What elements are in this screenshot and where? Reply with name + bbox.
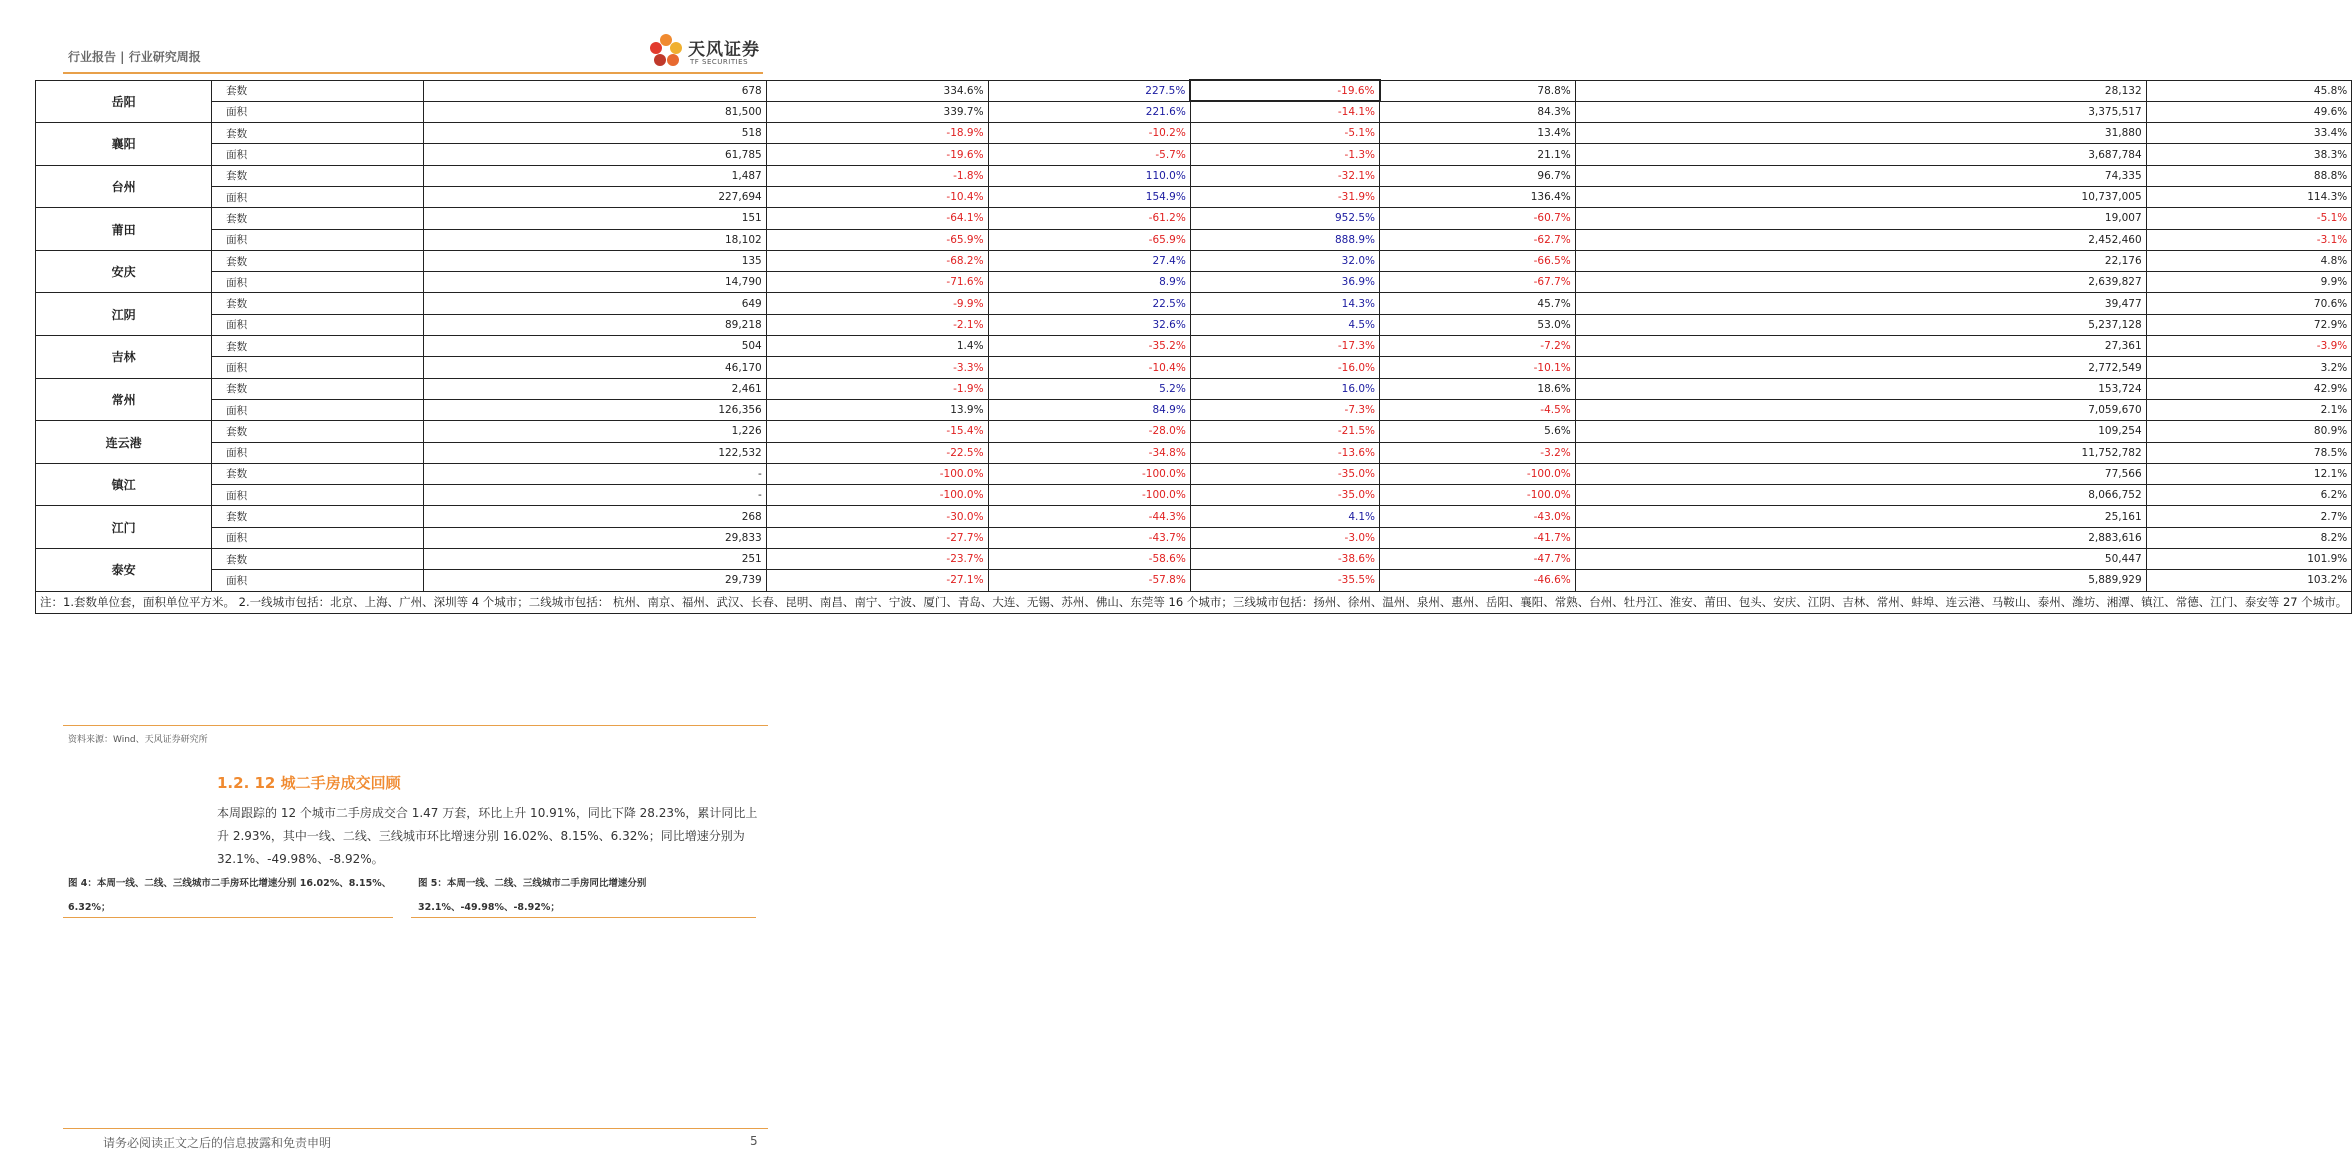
metric-kind-cell: 面积 (212, 144, 424, 165)
value-cell: 14,790 (424, 272, 767, 293)
footer-divider (63, 1128, 768, 1129)
value-cell: -18.9% (766, 123, 988, 144)
value-cell: 2.1% (2146, 399, 2352, 420)
value-cell: -19.6% (766, 144, 988, 165)
value-cell: -34.8% (988, 442, 1190, 463)
city-name-cell: 江门 (36, 506, 212, 549)
value-cell: -100.0% (1380, 463, 1576, 484)
value-cell: 61,785 (424, 144, 767, 165)
value-cell: 154.9% (988, 186, 1190, 207)
value-cell: -21.5% (1190, 421, 1379, 442)
value-cell: 3.2% (2146, 357, 2352, 378)
value-cell: -61.2% (988, 208, 1190, 229)
value-cell: 39,477 (1575, 293, 2146, 314)
value-cell: -35.0% (1190, 463, 1379, 484)
value-cell: -44.3% (988, 506, 1190, 527)
value-cell: 101.9% (2146, 549, 2352, 570)
value-cell: 4.1% (1190, 506, 1379, 527)
value-cell: -10.4% (766, 186, 988, 207)
value-cell: 77,566 (1575, 463, 2146, 484)
section-body: 本周跟踪的 12 个城市二手房成交合 1.47 万套，环比上升 10.91%，同比下降 28.23%，累计同比上升 2.93%，其中一线、二线、三线城市环比增速分别 16.02%、8.15%、6.32%；同比增速分别为 32.1%、-49.98%、-8.92%。 (217, 806, 758, 866)
value-cell: 151 (424, 208, 767, 229)
value-cell: -47.7% (1380, 549, 1576, 570)
value-cell: 84.9% (988, 399, 1190, 420)
value-cell: 339.7% (766, 101, 988, 122)
value-cell: -3.1% (2146, 229, 2352, 250)
value-cell: 9.9% (2146, 272, 2352, 293)
metric-kind-cell: 套数 (212, 378, 424, 399)
section-title: 1.2. 12 城二手房成交回顾 (217, 774, 401, 792)
value-cell: 53.0% (1380, 314, 1576, 335)
value-cell: -10.2% (988, 123, 1190, 144)
value-cell: -10.1% (1380, 357, 1576, 378)
figure-4-divider (63, 917, 393, 918)
value-cell: 80.9% (2146, 421, 2352, 442)
figure-5-caption: 图 5：本周一线、二线、三线城市二手房同比增速分别 32.1%、-49.98%、-8.92%； (418, 878, 647, 913)
value-cell: 103.2% (2146, 570, 2352, 591)
value-cell: 227.5% (988, 80, 1190, 101)
value-cell: 11,752,782 (1575, 442, 2146, 463)
value-cell: 45.8% (2146, 80, 2352, 101)
table-row (36, 506, 2352, 527)
value-cell: 96.7% (1380, 165, 1576, 186)
value-cell: 89,218 (424, 314, 767, 335)
table-row (36, 186, 2352, 207)
city-name-cell: 台州 (36, 165, 212, 208)
table-row (36, 101, 2352, 122)
table-row (36, 314, 2352, 335)
value-cell: 678 (424, 80, 767, 101)
value-cell: 14.3% (1190, 293, 1379, 314)
value-cell: 334.6% (766, 80, 988, 101)
value-cell: -7.3% (1190, 399, 1379, 420)
city-name-cell: 镇江 (36, 463, 212, 506)
value-cell: 2,639,827 (1575, 272, 2146, 293)
metric-kind-cell: 套数 (212, 80, 424, 101)
table-row (36, 570, 2352, 591)
metric-kind-cell: 面积 (212, 442, 424, 463)
metric-kind-cell: 套数 (212, 463, 424, 484)
value-cell: -30.0% (766, 506, 988, 527)
metric-kind-cell: 套数 (212, 421, 424, 442)
value-cell: 10,737,005 (1575, 186, 2146, 207)
city-name-cell: 江阴 (36, 293, 212, 336)
value-cell: 221.6% (988, 101, 1190, 122)
value-cell: 227,694 (424, 186, 767, 207)
value-cell: 49.6% (2146, 101, 2352, 122)
value-cell: 1,226 (424, 421, 767, 442)
table-row (36, 229, 2352, 250)
value-cell: -27.7% (766, 527, 988, 548)
metric-kind-cell: 面积 (212, 357, 424, 378)
value-cell: -16.0% (1190, 357, 1379, 378)
value-cell: -1.8% (766, 165, 988, 186)
value-cell: -71.6% (766, 272, 988, 293)
value-cell: 2.7% (2146, 506, 2352, 527)
value-cell: -4.5% (1380, 399, 1576, 420)
value-cell: 126,356 (424, 399, 767, 420)
city-name-cell: 岳阳 (36, 80, 212, 123)
metric-kind-cell: 套数 (212, 336, 424, 357)
value-cell: 45.7% (1380, 293, 1576, 314)
value-cell: 518 (424, 123, 767, 144)
table-source: 资料来源：Wind、天风证券研究所 (68, 735, 208, 745)
value-cell: 29,833 (424, 527, 767, 548)
value-cell: 649 (424, 293, 767, 314)
header-divider (63, 72, 763, 74)
brand-name: 天风证券 (688, 40, 760, 60)
value-cell: -27.1% (766, 570, 988, 591)
value-cell: 32.0% (1190, 250, 1379, 271)
table-row (36, 165, 2352, 186)
value-cell: -3.2% (1380, 442, 1576, 463)
value-cell: 18.6% (1380, 378, 1576, 399)
value-cell: 50,447 (1575, 549, 2146, 570)
value-cell: 136.4% (1380, 186, 1576, 207)
value-cell: 72.9% (2146, 314, 2352, 335)
brand-logo (648, 30, 778, 74)
value-cell: 22,176 (1575, 250, 2146, 271)
value-cell: - (424, 485, 767, 506)
value-cell: -68.2% (766, 250, 988, 271)
footer-disclaimer: 请务必阅读正文之后的信息披露和免责申明 (103, 1136, 332, 1150)
table-row (36, 463, 2352, 484)
value-cell: -17.3% (1190, 336, 1379, 357)
value-cell: 81,500 (424, 101, 767, 122)
metric-kind-cell: 套数 (212, 250, 424, 271)
value-cell: 4.8% (2146, 250, 2352, 271)
value-cell: 5.6% (1380, 421, 1576, 442)
value-cell: 109,254 (1575, 421, 2146, 442)
value-cell: 88.8% (2146, 165, 2352, 186)
value-cell: 2,772,549 (1575, 357, 2146, 378)
value-cell: 8.9% (988, 272, 1190, 293)
value-cell: -65.9% (766, 229, 988, 250)
value-cell: -3.9% (2146, 336, 2352, 357)
value-cell: -41.7% (1380, 527, 1576, 548)
value-cell: 3,375,517 (1575, 101, 2146, 122)
value-cell: -3.0% (1190, 527, 1379, 548)
value-cell: -64.1% (766, 208, 988, 229)
value-cell: -13.6% (1190, 442, 1379, 463)
value-cell: -3.3% (766, 357, 988, 378)
value-cell: 135 (424, 250, 767, 271)
brand-subtitle: TF SECURITIES (690, 58, 749, 66)
value-cell: 27,361 (1575, 336, 2146, 357)
value-cell: 74,335 (1575, 165, 2146, 186)
value-cell: 4.5% (1190, 314, 1379, 335)
value-cell: -100.0% (766, 485, 988, 506)
page-number: 5 (750, 1134, 758, 1148)
value-cell: -32.1% (1190, 165, 1379, 186)
value-cell: 952.5% (1190, 208, 1379, 229)
value-cell: -9.9% (766, 293, 988, 314)
city-name-cell: 安庆 (36, 250, 212, 293)
value-cell: 251 (424, 549, 767, 570)
value-cell: -67.7% (1380, 272, 1576, 293)
city-name-cell: 泰安 (36, 549, 212, 592)
value-cell: -43.0% (1380, 506, 1576, 527)
value-cell: 22.5% (988, 293, 1190, 314)
value-cell: 25,161 (1575, 506, 2146, 527)
table-row (36, 250, 2352, 271)
value-cell: 78.5% (2146, 442, 2352, 463)
metric-kind-cell: 面积 (212, 399, 424, 420)
metric-kind-cell: 面积 (212, 485, 424, 506)
metric-kind-cell: 面积 (212, 570, 424, 591)
value-cell: 5,237,128 (1575, 314, 2146, 335)
value-cell: 42.9% (2146, 378, 2352, 399)
value-cell: 36.9% (1190, 272, 1379, 293)
value-cell: 8.2% (2146, 527, 2352, 548)
table-row (36, 336, 2352, 357)
table-row (36, 357, 2352, 378)
value-cell: 8,066,752 (1575, 485, 2146, 506)
metric-kind-cell: 面积 (212, 272, 424, 293)
value-cell: 13.4% (1380, 123, 1576, 144)
value-cell: 21.1% (1380, 144, 1576, 165)
value-cell: 888.9% (1190, 229, 1379, 250)
value-cell: 38.3% (2146, 144, 2352, 165)
table-row (36, 485, 2352, 506)
value-cell: -43.7% (988, 527, 1190, 548)
value-cell: -1.9% (766, 378, 988, 399)
value-cell: 33.4% (2146, 123, 2352, 144)
value-cell: 3,687,784 (1575, 144, 2146, 165)
metric-kind-cell: 套数 (212, 293, 424, 314)
value-cell: -46.6% (1380, 570, 1576, 591)
report-header-title: 行业报告 | 行业研究周报 (68, 50, 201, 64)
table-row (36, 442, 2352, 463)
value-cell: 7,059,670 (1575, 399, 2146, 420)
value-cell: -22.5% (766, 442, 988, 463)
value-cell: 504 (424, 336, 767, 357)
value-cell: -35.0% (1190, 485, 1379, 506)
metric-kind-cell: 套数 (212, 506, 424, 527)
metric-kind-cell: 面积 (212, 527, 424, 548)
value-cell: 122,532 (424, 442, 767, 463)
table-row (36, 272, 2352, 293)
metric-kind-cell: 面积 (212, 314, 424, 335)
metric-kind-cell: 套数 (212, 165, 424, 186)
value-cell: 19,007 (1575, 208, 2146, 229)
value-cell: -10.4% (988, 357, 1190, 378)
value-cell: 1.4% (766, 336, 988, 357)
value-cell: 70.6% (2146, 293, 2352, 314)
value-cell: 6.2% (2146, 485, 2352, 506)
city-name-cell: 连云港 (36, 421, 212, 464)
table-note-row (36, 591, 2352, 613)
metric-kind-cell: 套数 (212, 123, 424, 144)
value-cell: -100.0% (988, 485, 1190, 506)
value-cell: -58.6% (988, 549, 1190, 570)
city-name-cell: 襄阳 (36, 123, 212, 166)
value-cell: 16.0% (1190, 378, 1379, 399)
table-row (36, 293, 2352, 314)
value-cell: -7.2% (1380, 336, 1576, 357)
table-row (36, 549, 2352, 570)
value-cell: 12.1% (2146, 463, 2352, 484)
value-cell: -66.5% (1380, 250, 1576, 271)
value-cell: -2.1% (766, 314, 988, 335)
value-cell: -35.2% (988, 336, 1190, 357)
figure-4-caption: 图 4：本周一线、二线、三线城市二手房环比增速分别 16.02%、8.15%、6.32%； (68, 878, 392, 913)
value-cell: 2,461 (424, 378, 767, 399)
value-cell: -100.0% (766, 463, 988, 484)
value-cell: 2,883,616 (1575, 527, 2146, 548)
value-cell: -19.6% (1190, 80, 1379, 101)
value-cell: 153,724 (1575, 378, 2146, 399)
value-cell: -65.9% (988, 229, 1190, 250)
city-name-cell: 莆田 (36, 208, 212, 251)
source-divider (63, 725, 768, 726)
value-cell: 13.9% (766, 399, 988, 420)
table-row (36, 421, 2352, 442)
value-cell: -15.4% (766, 421, 988, 442)
value-cell: -28.0% (988, 421, 1190, 442)
table-row (36, 378, 2352, 399)
city-name-cell: 吉林 (36, 336, 212, 379)
value-cell: -5.1% (1190, 123, 1379, 144)
value-cell: 18,102 (424, 229, 767, 250)
value-cell: 268 (424, 506, 767, 527)
value-cell: -100.0% (988, 463, 1190, 484)
value-cell: 78.8% (1380, 80, 1576, 101)
metric-kind-cell: 面积 (212, 101, 424, 122)
figure-5-divider (411, 917, 756, 918)
value-cell: -100.0% (1380, 485, 1576, 506)
value-cell: -38.6% (1190, 549, 1379, 570)
value-cell: 5.2% (988, 378, 1190, 399)
metric-kind-cell: 面积 (212, 186, 424, 207)
city-name-cell: 常州 (36, 378, 212, 421)
table-row (36, 527, 2352, 548)
table-row (36, 208, 2352, 229)
value-cell: 84.3% (1380, 101, 1576, 122)
value-cell: 31,880 (1575, 123, 2146, 144)
value-cell: -1.3% (1190, 144, 1379, 165)
value-cell: -5.1% (2146, 208, 2352, 229)
value-cell: 32.6% (988, 314, 1190, 335)
metric-kind-cell: 套数 (212, 208, 424, 229)
value-cell: 2,452,460 (1575, 229, 2146, 250)
value-cell: 28,132 (1575, 80, 2146, 101)
table-row (36, 144, 2352, 165)
value-cell: 1,487 (424, 165, 767, 186)
value-cell: -23.7% (766, 549, 988, 570)
value-cell: -57.8% (988, 570, 1190, 591)
value-cell: 110.0% (988, 165, 1190, 186)
value-cell: 46,170 (424, 357, 767, 378)
value-cell: -5.7% (988, 144, 1190, 165)
value-cell: 29,739 (424, 570, 767, 591)
value-cell: -35.5% (1190, 570, 1379, 591)
value-cell: - (424, 463, 767, 484)
table-row (36, 80, 2352, 101)
value-cell: 27.4% (988, 250, 1190, 271)
table-note: 注：1.套数单位套，面积单位平方米。 2.一线城市包括：北京、上海、广州、深圳等 4 个城市；二线城市包括： 杭州、南京、福州、武汉、长春、昆明、南昌、南宁、宁波、厦门、青岛、大连、无锡、苏州、佛山、东莞等 16 个城市；三线城市包括：扬州、徐州、温州、泉州、惠州、岳阳、襄阳、常熟、台州、牡丹江、淮安、莆田、包头、安庆、江阴、吉林、常州、蚌埠、连云港、马鞍山、泰州、潍坊、湘潭、镇江、常德、江门、泰安等 27 个城市。 (36, 591, 2352, 613)
value-cell: -14.1% (1190, 101, 1379, 122)
value-cell: 114.3% (2146, 186, 2352, 207)
metric-kind-cell: 套数 (212, 549, 424, 570)
value-cell: -60.7% (1380, 208, 1576, 229)
table-row (36, 123, 2352, 144)
flower-logo-icon (648, 30, 684, 70)
table-row (36, 399, 2352, 420)
value-cell: -31.9% (1190, 186, 1379, 207)
value-cell: 5,889,929 (1575, 570, 2146, 591)
metric-kind-cell: 面积 (212, 229, 424, 250)
third-tier-city-table (35, 79, 2352, 614)
value-cell: -62.7% (1380, 229, 1576, 250)
